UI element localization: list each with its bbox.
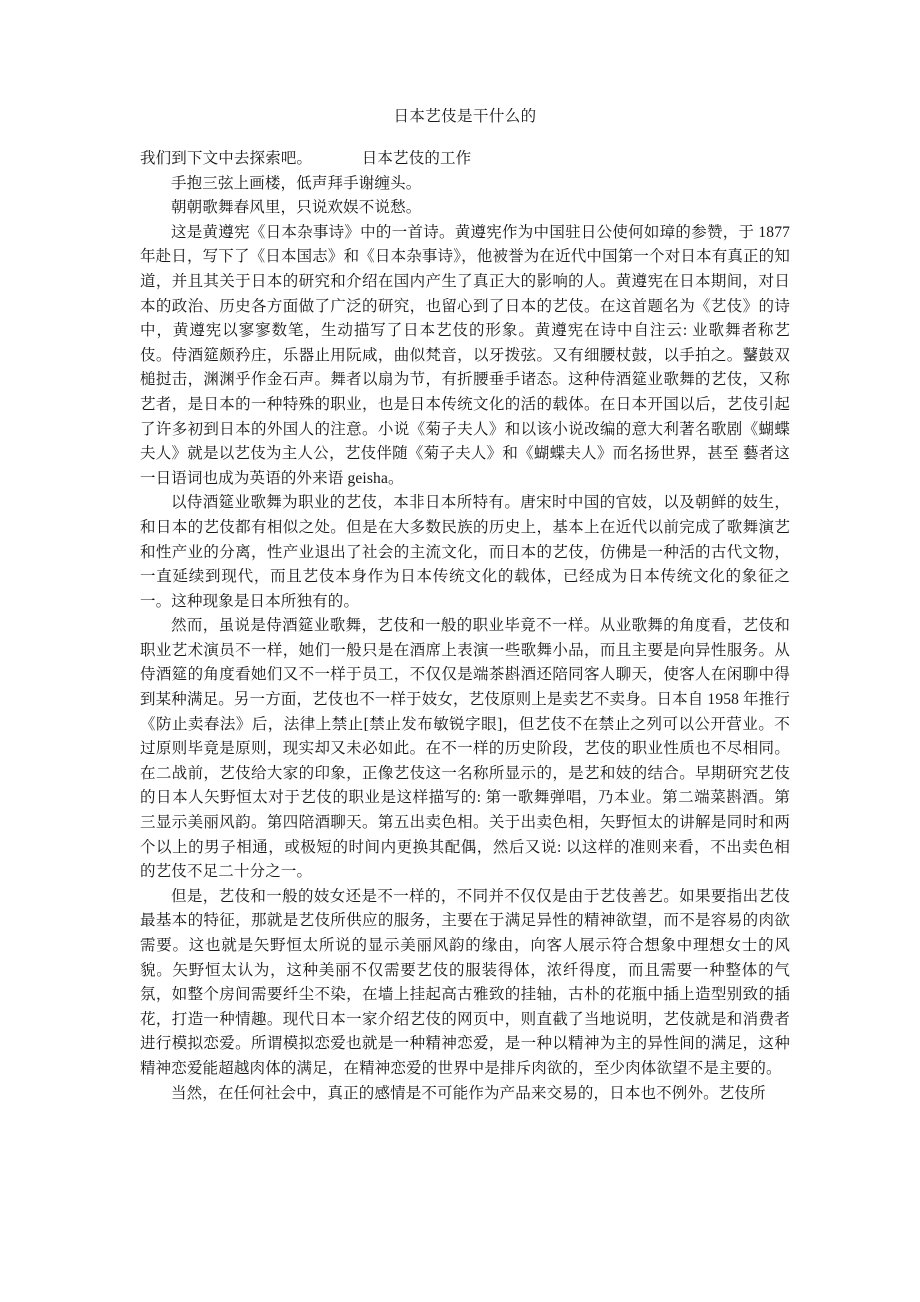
body-paragraph-2: 以侍酒筵业歌舞为职业的艺伎，本非日本所特有。唐宋时中国的官妓，以及朝鲜的妓生，和日本的艺伎都有相似之处。但是在大多数民族的历史上，基本上在近代以前完成了歌舞演艺和性产业的分离，性产业退出了社会的主流文化，而日本的艺伎，仿佛是一种活的古代文物，一直延续到现代，而且艺伎本身作为日本传统文化的载体，已经成为日本传统文化的象征之一。这种现象是日本所独有的。 <box>140 494 790 610</box>
document-body <box>140 104 790 1106</box>
poem-line-1: 手抱三弦上画楼，低声拜手谢缠头。 <box>171 174 422 192</box>
body-paragraph-3: 然而，虽说是侍酒筵业歌舞，艺伎和一般的职业毕竟不一样。从业歌舞的角度看，艺伎和职业艺术演员不一样，她们一般只是在酒席上表演一些歌舞小品，而且主要是向异性服务。从侍酒筵的角度看她们又不一样于员工，不仅仅是端茶斟酒还陪同客人聊天，使客人在闲聊中得到某种满足。另一方面，艺伎也不一样于妓女，艺伎原则上是卖艺不卖身。日本自 1958 年推行《防止卖春法》后，法律上禁止[禁止发布敏锐字眼]，但艺伎不在禁止之列可以公开营业。不过原则毕竟是原则，现实却又未必如此。在不一样的历史阶段，艺伎的职业性质也不尽相同。在二战前，艺伎给大家的印象，正像艺伎这一名称所显示的，是艺和妓的结合。早期研究艺伎的日本人矢野恒太对于艺伎的职业是这样描写的: 第一歌舞弹唱，乃本业。第二端菜斟酒。第三显示美丽风韵。第四陪酒聊天。第五出卖色相。关于出卖色相，矢野恒太的讲解是同时和两个以上的男子相通，或极短的时间内更换其配偶，然后又说: 以这样的准则来看，不出卖色相的艺伎不足二十分之一。 <box>140 617 791 881</box>
intro-line <box>140 147 790 172</box>
body-paragraph-1: 这是黄遵宪《日本杂事诗》中的一首诗。黄遵宪作为中国驻日公使何如璋的参赞，于 1877 年赴日，写下了《日本国志》和《日本杂事诗》，他被誉为在近代中国第一个对日本有真正的知道，并且其关于日本的研究和介绍在国内产生了真正大的影响的人。黄遵宪在日本期间，对日本的政治、历史各方面做了广泛的研究，也留心到了日本的艺伎。在这首题名为《艺伎》的诗中，黄遵宪以寥寥数笔，生动描写了日本艺伎的形象。黄遵宪在诗中自注云: 业歌舞者称艺伎。侍酒筵颇矜庄，乐器止用阮咸，曲似梵音，以牙拨弦。又有细腰杖鼓，以手拍之。鼜鼓双槌挝击，渊渊乎作金石声。舞者以扇为节，有折腰垂手诸态。这种侍酒筵业歌舞的艺伎，又称艺者，是日本的一种特殊的职业，也是日本传统文化的活的载体。在日本开国以后，艺伎引起了许多初到日本的外国人的注意。小说《菊子夫人》和以该小说改编的意大利著名歌剧《蝴蝶夫人》就是以艺伎为主人公，艺伎伴随《菊子夫人》和《蝴蝶夫人》而名扬世界，甚至 藝者这一日语词也成为英语的外来语 geisha。 <box>140 223 790 487</box>
poem-line-2: 朝朝歌舞春风里，只说欢娱不说愁。 <box>171 199 422 217</box>
page-title: 日本艺伎是干什么的 <box>393 108 537 125</box>
intro-section-label: 日本艺伎的工作 <box>361 150 472 167</box>
body-paragraph-5: 当然，在任何社会中，真正的感情是不可能作为产品来交易的，日本也不例外。艺伎所 <box>171 1084 766 1102</box>
intro-lead-text: 我们到下文中去探索吧。 <box>140 150 313 167</box>
body-paragraph-4: 但是，艺伎和一般的妓女还是不一样的，不同并不仅仅是由于艺伎善艺。如果要指出艺伎最基本的特征，那就是艺伎所供应的服务，主要在于满足异性的精神欲望，而不是容易的肉欲需要。这也就是矢野恒太所说的显示美丽风韵的缘由，向客人展示符合想象中理想女士的风貌。矢野恒太认为，这种美丽不仅需要艺伎的服装得体，浓纤得度，而且需要一种整体的气氛，如整个房间需要纤尘不染，在墙上挂起高古雅致的挂轴，古朴的花瓶中插上造型别致的插花，打造一种情趣。现代日本一家介绍艺伎的网页中，则直截了当地说明，艺伎就是和消费者进行模拟恋爱。所谓模拟恋爱也就是一种精神恋爱，是一种以精神为主的异性间的满足，这种精神恋爱能超越肉体的满足，在精神恋爱的世界中是排斥肉欲的，至少肉体欲望不是主要的。 <box>140 887 790 1077</box>
